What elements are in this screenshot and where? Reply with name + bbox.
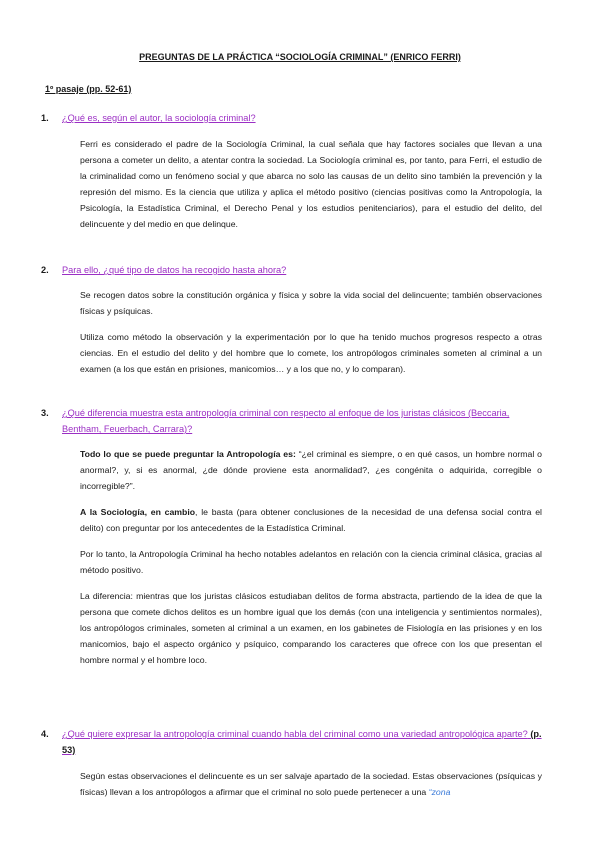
question-4 xyxy=(41,726,542,758)
question-1-text: ¿Qué es, según el autor, la sociología criminal? xyxy=(62,113,256,123)
answer-3-rest: “¿el criminal es siempre, o en qué casos, un hombre normal o anormal?, y, si es anormal, ¿de dónde proviene esta anormalidad?, ¿es congénita o adquirida, corregible o incorregible?”. xyxy=(80,449,542,491)
question-2 xyxy=(41,262,542,278)
question-4-text: ¿Qué quiere expresar la antropología criminal cuando habla del criminal como una variedad antropológica aparte? xyxy=(62,729,528,739)
answer-3-paragraph-2 xyxy=(80,504,542,536)
question-1-number: 1. xyxy=(41,113,49,123)
section-heading: 1º pasaje (pp. 52-61) xyxy=(45,84,132,94)
question-3-number: 3. xyxy=(41,408,49,418)
question-3 xyxy=(41,405,542,437)
answer-1: Ferri es considerado el padre de la Sociología Criminal, la cual señala que hay factores sociales que llevan a una persona a cometer un delito, a atentar contra la sociedad. La Sociología criminal es, por tanto, para Ferri, el estudio de la criminalidad como un fenómeno social y que abarca no solo las causas de un delito sino también la prevención y la represión del mismo. Es la ciencia que utiliza y aplica el método positivo (ciencias positivas como la Antropología, la Psicología, la Estadística Criminal, el Derecho Penal y los estudios penitenciarios), para el estudio del delito, del delincuente y del medio en que delinque. xyxy=(80,139,542,229)
answer-2-paragraph-2: Utiliza como método la observación y la experimentación por lo que ha tenido muchos progresos respecto a otras ciencias. En el estudio del delito y del hombre que lo comete, los antropólogos criminales someten al criminal a un examen (a los que están en prisiones, manicomios… y a los que no, y lo comparan). xyxy=(80,332,542,374)
question-3-text: ¿Qué diferencia muestra esta antropología criminal con respecto al enfoque de los juristas clásicos (Beccaria, Bentham, Feuerbach, Carrara)? xyxy=(62,408,510,434)
answer-4-text: Según estas observaciones el delincuente es un ser salvaje apartado de la sociedad. Estas observaciones (psíquicas y físicas) llevan a los antropólogos a afirmar que el criminal no solo puede pertenecer a una xyxy=(80,771,542,797)
answer-3-2-rest: , le basta (para obtener conclusiones de la necesidad de una defensa social contra el delito) con preguntar por los antecedentes de la Estadística Criminal. xyxy=(80,507,542,533)
answer-4 xyxy=(80,768,542,800)
question-4-number: 4. xyxy=(41,729,49,739)
answer-4-quote: “zona xyxy=(428,787,451,797)
answer-3-paragraph-4: La diferencia: mientras que los juristas clásicos estudiaban delitos de forma abstracta, partiendo de la idea de que la persona que comete dichos delitos es un hombre igual que los demás (con una inteligencia y sentimientos normales), los antropólogos criminales, someten al criminal a un examen, en los gabinetes de Fisiología en las prisiones y en los manicomios, bajo el aspecto orgánico y psíquico, comparando los caracteres que ofrece con los que presentan el hombre normal y el hombre loco. xyxy=(80,591,542,665)
question-2-text: Para ello, ¿qué tipo de datos ha recogido hasta ahora? xyxy=(62,265,287,275)
question-2-number: 2. xyxy=(41,265,49,275)
document-title: PREGUNTAS DE LA PRÁCTICA “SOCIOLOGÍA CRIMINAL” (ENRICO FERRI) xyxy=(139,52,461,62)
answer-3-bold-lead: Todo lo que se puede preguntar la Antropología es: xyxy=(80,449,296,459)
answer-3-paragraph-1 xyxy=(80,446,542,494)
answer-3-paragraph-3: Por lo tanto, la Antropología Criminal ha hecho notables adelantos en relación con la ciencia criminal clásica, gracias al método positivo. xyxy=(80,549,542,575)
answer-2-paragraph-1: Se recogen datos sobre la constitución orgánica y física y sobre la vida social del delincuente; también observaciones físicas y psíquicas. xyxy=(80,290,542,316)
answer-3-2-bold-lead: A la Sociología, en cambio xyxy=(80,507,196,517)
question-1 xyxy=(41,110,542,126)
question-4-page-ref: (p. 53) xyxy=(62,729,542,755)
